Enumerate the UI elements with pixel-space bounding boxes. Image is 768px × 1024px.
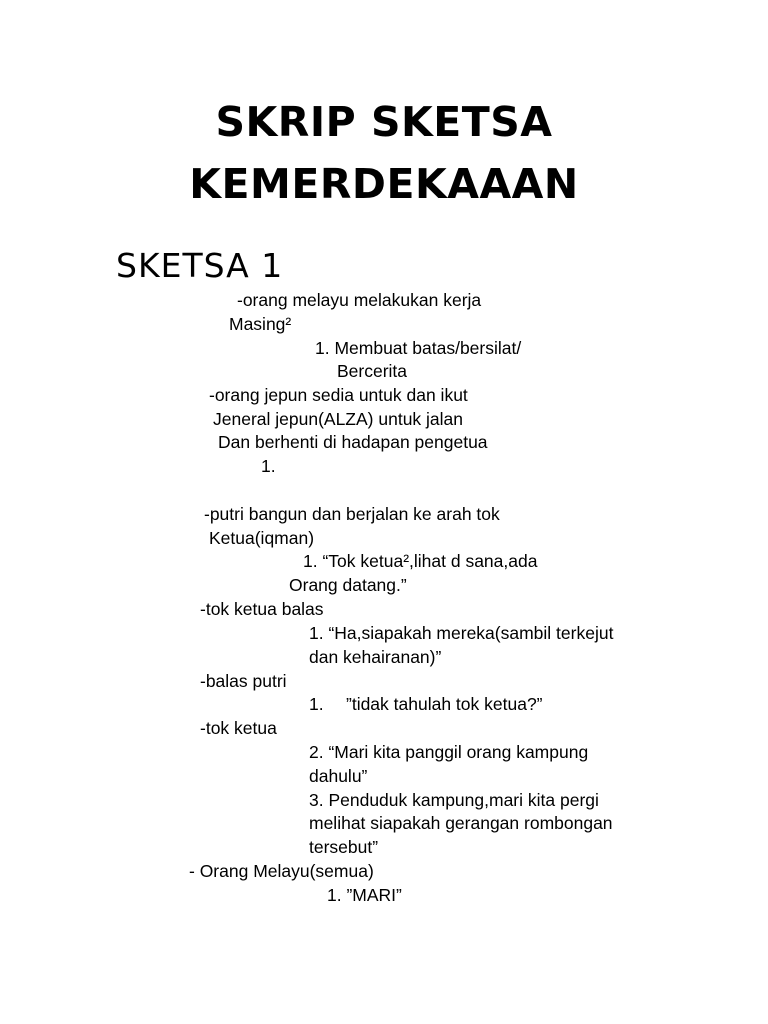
script-line: 1. “Tok ketua²,lihat d sana,ada	[303, 551, 538, 571]
script-line: Dan berhenti di hadapan pengetua	[218, 432, 488, 452]
script-line: Masing²	[229, 314, 292, 334]
script-line: -putri bangun dan berjalan ke arah tok	[204, 504, 500, 524]
script-line: 1. “Ha,siapakah mereka(sambil terkejut	[309, 623, 614, 643]
script-line: -orang jepun sedia untuk dan ikut	[209, 385, 468, 405]
script-line: Jeneral jepun(ALZA) untuk jalan	[213, 409, 464, 429]
script-line: dan kehairanan)”	[309, 647, 442, 667]
script-line: 3. Penduduk kampung,mari kita pergi	[309, 790, 599, 810]
script-line: 2. “Mari kita panggil orang kampung	[309, 742, 589, 762]
script-line: 1. ”MARI”	[327, 885, 402, 905]
script-line: -orang melayu melakukan kerja	[237, 290, 482, 310]
script-line: ”tidak tahulah tok ketua?”	[346, 694, 543, 714]
script-line: Bercerita	[337, 361, 408, 381]
script-line: 1.	[309, 694, 324, 714]
script-line: melihat siapakah gerangan rombongan	[309, 813, 613, 833]
script-line: -tok ketua balas	[200, 599, 324, 619]
script-line: tersebut”	[309, 837, 379, 857]
script-line: 1. Membuat batas/bersilat/	[315, 338, 522, 358]
script-line: 1.	[261, 456, 276, 476]
script-line: Ketua(iqman)	[209, 528, 315, 548]
document-title-line-1: SKRIP SKETSA	[215, 98, 553, 146]
script-line: Orang datang.”	[289, 575, 407, 595]
document-title-line-2: KEMERDEKAAAN	[189, 160, 579, 208]
script-line: -tok ketua	[200, 718, 277, 738]
script-line: dahulu”	[309, 766, 368, 786]
script-line: - Orang Melayu(semua)	[189, 861, 374, 881]
section-heading: SKETSA 1	[116, 246, 284, 285]
script-line: -balas putri	[200, 671, 287, 691]
